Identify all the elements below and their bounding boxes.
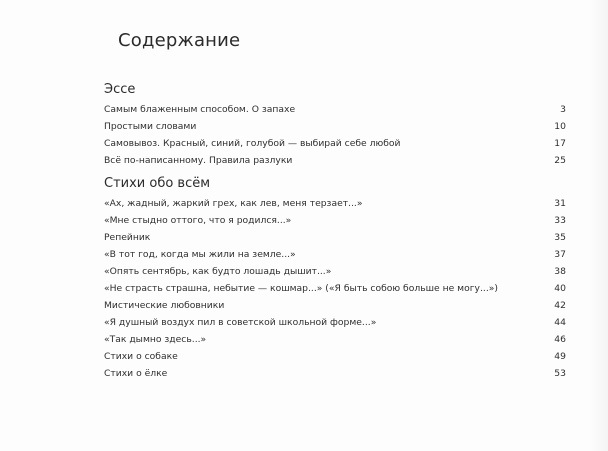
toc-entry-title: Мистические любовники xyxy=(104,300,225,311)
section-heading-essays: Эссе xyxy=(104,82,136,97)
toc-entry-title: «Так дымно здесь...» xyxy=(104,334,207,345)
toc-entry xyxy=(104,230,566,246)
toc-entry-page: 42 xyxy=(554,300,566,311)
toc-entry xyxy=(104,366,566,382)
toc-entry xyxy=(104,196,566,212)
toc-entry-title: Всё по-написанному. Правила разлуки xyxy=(104,155,293,166)
toc-entry-page: 17 xyxy=(554,138,566,149)
toc-entry-page: 40 xyxy=(554,283,566,294)
toc-entry-title: Простыми словами xyxy=(104,121,197,132)
toc-entry xyxy=(104,136,566,152)
toc-entry-page: 53 xyxy=(554,368,566,379)
toc-entry xyxy=(104,281,566,297)
toc-entry xyxy=(104,298,566,314)
section-heading-poems: Стихи обо всём xyxy=(104,176,211,191)
toc-entry-page: 44 xyxy=(554,317,566,328)
toc-entry xyxy=(104,213,566,229)
toc-entry-title: «Мне стыдно оттого, что я родился...» xyxy=(104,215,292,226)
toc-entry xyxy=(104,102,566,118)
page-edge-shadow xyxy=(588,0,608,451)
toc-entry xyxy=(104,349,566,365)
toc-entry xyxy=(104,119,566,135)
toc-entry xyxy=(104,332,566,348)
toc-entry xyxy=(104,315,566,331)
toc-entry-title: «Я душный воздух пил в советской школьной форме...» xyxy=(104,317,377,328)
toc-entry-page: 46 xyxy=(554,334,566,345)
toc-entry-page: 31 xyxy=(554,198,566,209)
toc-entry-page: 49 xyxy=(554,351,566,362)
toc-entry-page: 3 xyxy=(560,104,566,115)
page-title: Содержание xyxy=(118,30,241,51)
toc-entry xyxy=(104,264,566,280)
toc-entry-title: «Ах, жадный, жаркий грех, как лев, меня терзает...» xyxy=(104,198,363,209)
toc-entry-title: Самовывоз. Красный, синий, голубой — выбирай себе любой xyxy=(104,138,401,149)
toc-entry-title: «В тот год, когда мы жили на земле...» xyxy=(104,249,296,260)
toc-entry-title: Стихи о ёлке xyxy=(104,368,168,379)
toc-entry-page: 25 xyxy=(554,155,566,166)
toc-entry-page: 37 xyxy=(554,249,566,260)
toc-entry xyxy=(104,153,566,169)
toc-entry-title: Самым блаженным способом. О запахе xyxy=(104,104,296,115)
toc-entry-title: Репейник xyxy=(104,232,151,243)
toc-entry-page: 38 xyxy=(554,266,566,277)
toc-entry-title: Стихи о собаке xyxy=(104,351,178,362)
toc-entry-page: 10 xyxy=(554,121,566,132)
toc-entry-title: «Опять сентябрь, как будто лошадь дышит...» xyxy=(104,266,332,277)
toc-entry-title: «Не страсть страшна, небытие — кошмар...» («Я быть собою больше не могу...») xyxy=(104,283,498,294)
toc-entry xyxy=(104,247,566,263)
toc-entry-page: 33 xyxy=(554,215,566,226)
toc-entry-page: 35 xyxy=(554,232,566,243)
